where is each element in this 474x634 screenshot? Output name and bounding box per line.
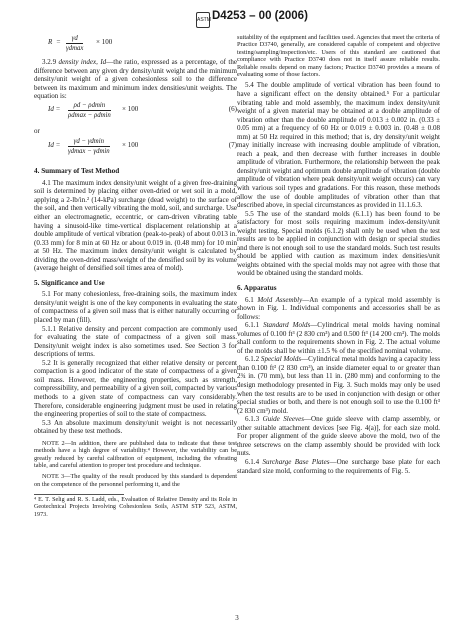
page-header [0, 10, 474, 30]
paragraph-4-1: 4.1 The maximum index density/unit weight of a given free-draining soil is determined by placing either oven-dried or wet soil in a mold, applying a 2-lb/in.² (14-kPa) surcharge (dead weight) to the surface of the soil, and then vertically vibrating the mold, soil, and surcharge. Use either an electromagnetic, eccentric, or cam-driven vibrating table having a sinusoid-like time-vertical displacement relationship at a double amplitude of vertical vibration (peak-to-peak) of about 0.013 in. (0.33 mm) for 8 min at 60 Hz or about 0.019 in. (0.48 mm) for 10 min at 50 Hz. The maximum index density/unit weight is calculated by dividing the oven-dried mass/weight of the densified soil by its volume (average height of densified soil times area of mold). [34, 178, 237, 273]
paragraph-6-1-4: 6.1.4 Surcharge Base Plates—One surcharge base plate for each standard size mold, conforming to the requirements of Fig. 5. [237, 457, 441, 475]
equation-number: (6) [228, 104, 237, 113]
astm-logo: ASTM [196, 12, 210, 28]
section-heading-4: 4. Summary of Test Method [34, 167, 120, 176]
section-heading-6: 6. Apparatus [237, 284, 277, 293]
paragraph-6-1-1: 6.1.1 Standard Molds—Cylindrical metal molds having nominal volumes of 0.100 ft³ (2 830 cm³) and 0.500 ft³ (14 200 cm³). The molds shall conform to the requirements shown in Fig. 2. The actual volume of the molds shall be within ±1.5 % of the specified nominal volume. [237, 321, 440, 355]
equation-number: (7) [228, 141, 237, 150]
paragraph-6-1: 6.1 Mold Assembly—An example of a typical mold assembly is shown in Fig. 1. Individual components and accessories shall be as follows: [237, 295, 441, 321]
equation-fraction [66, 34, 83, 53]
paragraph-5-4: 5.4 The double amplitude of vertical vibration has been found to have a significant effect on the density obtained.⁵ For a particular vibrating table and mold assembly, the maximum index density/unit weight of a given material may be obtained at a double amplitude of vibration other than the double amplitude of 0.013 ± 0.002 in. (0.33 ± 0.05 mm) at a frequency of 60 Hz or 0.019 ± 0.003 in. (0.48 ± 0.08 mm) at 50 Hz required in this method; that is, dry density/unit weight may initially increase with increasing double amplitude of vibration, reach a peak, and then decrease with further increases in double amplitude of vibration. Furthermore, the relationship between the peak density/unit weight and optimum double amplitude of vibration (double amplitude of vibration where peak density/unit weight occurs) can vary with various soil types and gradations. For this reason, these methods allow the use of double amplitudes of vibration other than that described above, in special circumstances as provided in 11.1.6.3. [237, 81, 440, 210]
paragraph-5-1-1: 5.1.1 Relative density and percent compaction are commonly used for evaluating the state of compactness of a given soil mass. Density/unit weight index is also sometimes used. See Section 3 for descriptions of terms. [34, 324, 237, 359]
left-column [34, 34, 237, 519]
equation-tail: × 100 [96, 38, 113, 46]
or-label: or [34, 126, 40, 135]
note-3: NOTE 3—The quality of the result produced by this standard is dependent on the competence of the personnel performing it, and the [34, 473, 237, 488]
paragraph-6-1-3: 6.1.3 Guide Sleeves—One guide sleeve with clamp assembly, or other suitable attachment devices [see Fig. 4(a)], for each size mold. For proper alignment of the guide sleeve above the mold, two of the three setscrews on the clamp assembly should be provided with lock nuts. [237, 415, 440, 458]
paragraph-5-5: 5.5 The use of the standard molds (6.1.1) has been found to be satisfactory for most soils requiring maximum index-density/unit weight testing. Special molds (6.1.2) shall only be used when the test results are to be applied in conjunction with design or special studies and there is not enough soil to use the standard molds. Such test results should be applied with caution as maximum index densities/unit weights obtained with the special molds may not agree with those that would be obtained using the standard molds. [237, 209, 440, 278]
term-density-index: density index, Id [58, 58, 107, 66]
section-heading-5: 5. Significance and Use [34, 278, 105, 287]
paragraph-5-3: 5.3 An absolute maximum density/unit weight is not necessarily obtained by these test methods. [34, 418, 237, 436]
equation-numerator: γd [66, 34, 83, 44]
footnote: ⁴ E. T. Selig and R. S. Ladd, eds., Evaluation of Relative Density and its Role in Geotechnical Projects Involving Cohesionless Soils, ASTM STP 523, ASTM, 1973. [34, 494, 124, 519]
equation-6: Id = ρd − ρdmin ρdmax − ρdmin × 100 (6) [48, 101, 237, 119]
equation-7: Id = γd − γdmin γdmax − γdmin × 100 (7) [48, 138, 237, 156]
right-column [237, 34, 440, 475]
equation-denominator: γdmax [66, 45, 84, 52]
note-3-continued: suitability of the equipment and facilities used. Agencies that meet the criteria of Practice D3740, generally, are considered capable of competent and objective testing/sampling/inspection/etc. Users of this standard are cautioned that compliance with Practice D3740 does not in itself assure reliable results. Reliable results depend on many factors; Practice D3740 provides a means of evaluating some of those factors. [237, 34, 441, 79]
equation-r: R = γd γdmax × 100 [48, 35, 113, 52]
paragraph-5-1: 5.1 For many cohesionless, free-draining soils, the maximum index density/unit weight is one of the key components in evaluating the state of compactness of a given soil mass that is either naturally occurring or placed by man (fill). [34, 290, 237, 325]
note-2: NOTE 2—In addition, there are published data to indicate that these test methods have a high degree of variability.⁴ However, the variability can be greatly reduced by careful calibration of equipment, including the vibrating table, and careful attention to proper test procedure and technique. [34, 439, 237, 469]
equation-lhs: R [48, 38, 53, 46]
document-title: D4253 – 00 (2006) [212, 10, 308, 22]
paragraph-5-2: 5.2 It is generally recognized that either relative density or percent compaction is a good indicator of the state of compactness of a given soil mass. However, the engineering properties, such as strength, compressibility, and permeability of a given soil, compacted by various methods to a given state of compactness can vary considerably. Therefore, considerable engineering judgment must be used in relating the engineering properties of soil to the state of compactness. [34, 358, 237, 419]
paragraph-3-2-9: 3.2.9 density index, Id—the ratio, expressed as a percentage, of the difference between any given dry density/unit weight and the minimum density/unit weight of a given cohesionless soil to the difference between its maximum and minimum index densities/unit weights. The equation is: [34, 58, 237, 101]
page-number: 3 [235, 614, 239, 622]
paragraph-6-1-2: 6.1.2 Special Molds—Cylindrical metal molds having a capacity less than 0.100 ft³ (2 830 cm³), an inside diameter equal to or greater than 2¾ in. (70 mm), but less than 11 in. (280 mm) and conforming to the design methodology presented in Fig. 3. Such molds may only be used when the test results are to be used in conjunction with design or other special studies or both, and there is not enough soil to use the 0.100 ft³ (2 830 cm³) mold. [237, 355, 441, 415]
